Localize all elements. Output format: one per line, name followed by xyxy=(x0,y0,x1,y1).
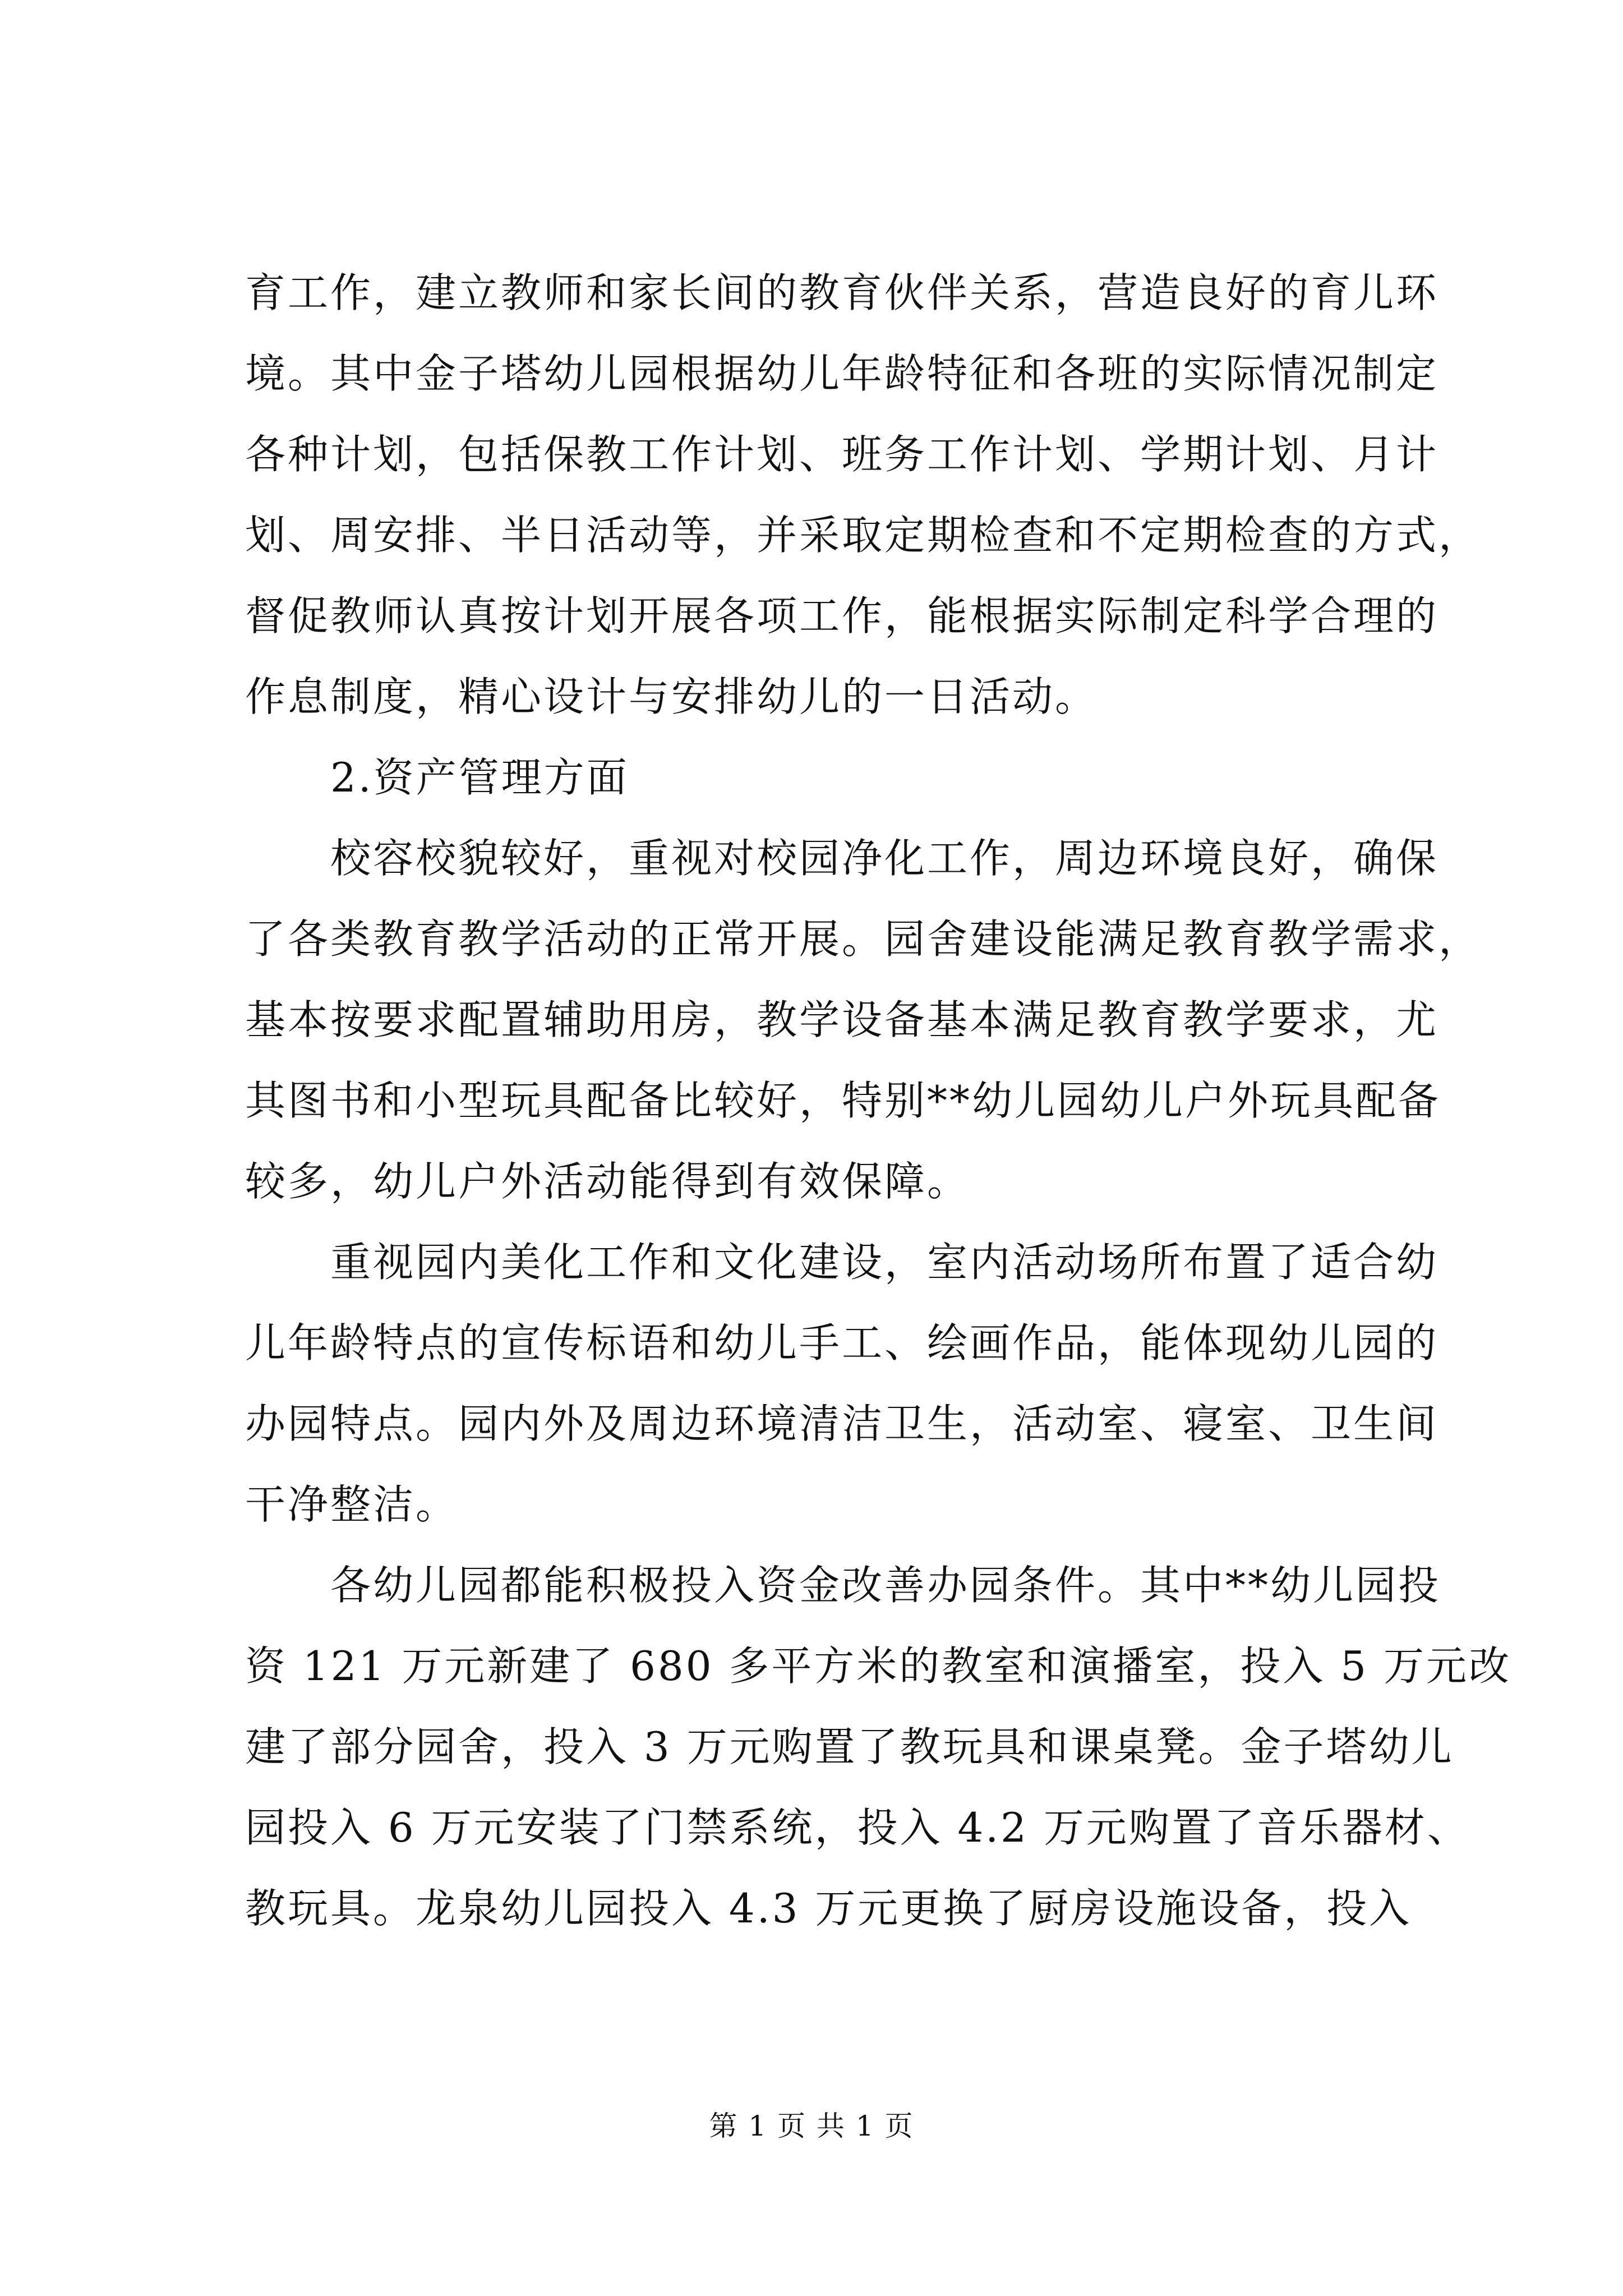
page-number-label: 第 1 页 共 1 页 xyxy=(709,2110,914,2142)
body-text xyxy=(245,252,1511,1949)
text-line: 划、周安排、半日活动等，并采取定期检查和不定期检查的方式， xyxy=(245,512,1482,559)
text-line: 儿年龄特点的宣传标语和幼儿手工、绘画作品，能体现幼儿园的 xyxy=(245,1319,1439,1366)
text-line: 较多，幼儿户外活动能得到有效保障。 xyxy=(245,1158,970,1205)
page-footer xyxy=(0,2109,1623,2143)
text-line: 督促教师认真按计划开展各项工作，能根据实际制定科学合理的 xyxy=(245,592,1439,639)
text-line: 了各类教育教学活动的正常开展。园舍建设能满足教育教学需求， xyxy=(245,915,1482,963)
text-line: 各种计划，包括保教工作计划、班务工作计划、学期计划、月计 xyxy=(245,431,1439,478)
text-line: 作息制度，精心设计与安排幼儿的一日活动。 xyxy=(245,673,1098,720)
paragraph-start: 各幼儿园都能积极投入资金改善办园条件。其中**幼儿园投 xyxy=(330,1562,1441,1609)
text-line: 基本按要求配置辅助用房，教学设备基本满足教育教学要求，尤 xyxy=(245,996,1439,1043)
text-line: 办园特点。园内外及周边环境清洁卫生，活动室、寝室、卫生间 xyxy=(245,1400,1439,1447)
text-line: 干净整洁。 xyxy=(245,1481,459,1528)
text-line: 资 121 万元新建了 680 多平方米的教室和演播室，投入 5 万元改 xyxy=(245,1642,1511,1690)
text-line: 境。其中金子塔幼儿园根据幼儿年龄特征和各班的实际情况制定 xyxy=(245,350,1439,397)
text-line: 育工作，建立教师和家长间的教育伙伴关系，营造良好的育儿环 xyxy=(245,269,1439,316)
paragraph-start: 校容校貌较好，重视对校园净化工作，周边环境良好，确保 xyxy=(330,835,1439,882)
section-heading: 2.资产管理方面 xyxy=(330,754,629,801)
text-line: 园投入 6 万元安装了门禁系统，投入 4.2 万元购置了音乐器材、 xyxy=(245,1804,1470,1851)
text-line: 教玩具。龙泉幼儿园投入 4.3 万元更换了厨房设施设备，投入 xyxy=(245,1885,1412,1932)
text-line: 建了部分园舍，投入 3 万元购置了教玩具和课桌凳。金子塔幼儿 xyxy=(245,1723,1454,1770)
text-line: 其图书和小型玩具配备比较好，特别**幼儿园幼儿户外玩具配备 xyxy=(245,1077,1441,1124)
paragraph-start: 重视园内美化工作和文化建设，室内活动场所布置了适合幼 xyxy=(330,1239,1439,1286)
